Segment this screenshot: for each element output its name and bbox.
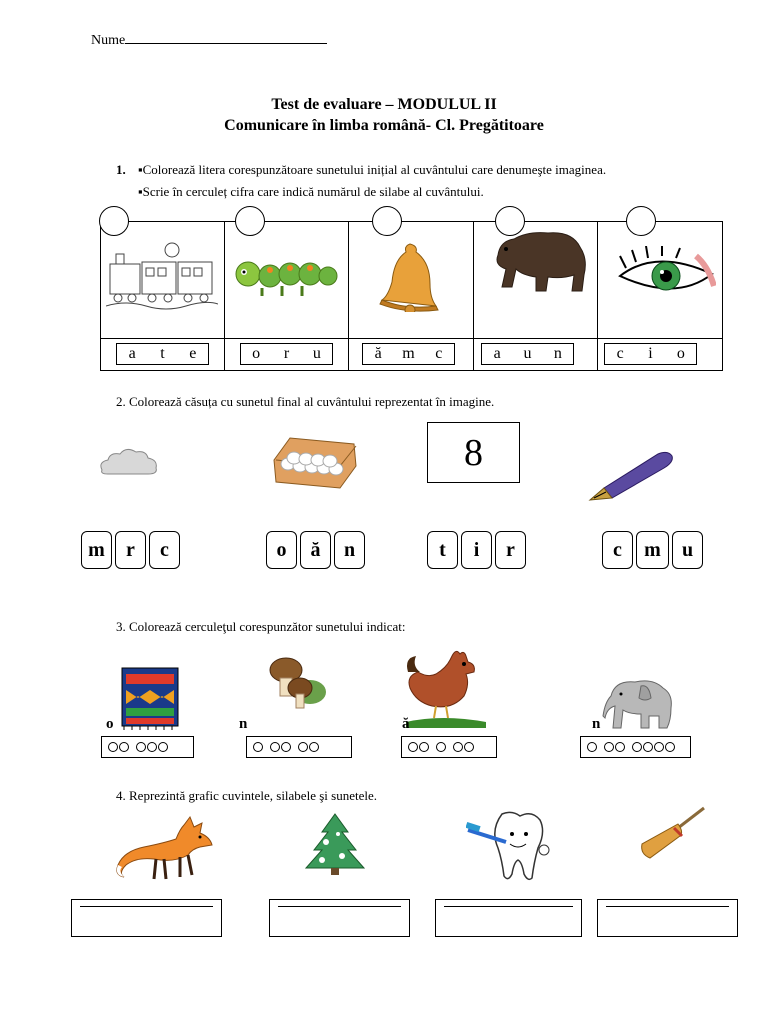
ex2-letter-box[interactable]: c — [149, 531, 180, 569]
letter-option[interactable]: a — [493, 345, 501, 362]
caterpillar-icon — [232, 252, 338, 304]
ex3-circle-row-2 — [246, 736, 352, 758]
eggs-icon — [270, 430, 360, 492]
sound-circle[interactable] — [309, 742, 319, 752]
sound-circle[interactable] — [436, 742, 446, 752]
ex4-instruction: 4. Reprezintă grafic cuvintele, silabele şi sunetele. — [116, 788, 377, 803]
mushroom-icon — [262, 656, 330, 716]
number-eight-box: 8 — [427, 422, 520, 483]
sound-circle[interactable] — [270, 742, 280, 752]
ex1-letters-2 — [240, 343, 333, 365]
sound-circle[interactable] — [136, 742, 146, 752]
sound-circle[interactable] — [298, 742, 308, 752]
fir-tree-icon — [302, 812, 368, 876]
letter-option[interactable]: i — [648, 345, 653, 362]
sound-circle[interactable] — [654, 742, 664, 752]
syllable-circle-2[interactable] — [235, 206, 265, 236]
ex1-letters-4 — [481, 343, 574, 365]
letter-option[interactable]: o — [252, 345, 261, 362]
ex2-instruction: 2. Colorează căsuța cu sunetul final al cuvântului reprezentat în imagine. — [116, 394, 495, 409]
letter-option[interactable]: r — [283, 345, 290, 362]
ex4-answer-box-1[interactable] — [71, 899, 222, 937]
letter-option[interactable]: n — [553, 345, 562, 362]
letter-option[interactable]: t — [160, 345, 165, 362]
train-icon — [106, 240, 218, 315]
cloud-icon — [96, 442, 162, 482]
name-field[interactable] — [91, 30, 327, 49]
ex2-letter-box[interactable]: ă — [300, 531, 331, 569]
sound-circle[interactable] — [108, 742, 118, 752]
sound-circle[interactable] — [408, 742, 418, 752]
sound-circle[interactable] — [419, 742, 429, 752]
ex3-circle-row-4 — [580, 736, 691, 758]
sound-circle[interactable] — [615, 742, 625, 752]
hen-icon — [402, 648, 488, 728]
ex1-letters-1 — [116, 343, 209, 365]
ex2-letter-box[interactable]: m — [81, 531, 112, 569]
letter-option[interactable]: ă — [374, 345, 382, 362]
elephant-icon — [601, 674, 677, 734]
ex1-letters-3 — [362, 343, 455, 365]
sound-circle[interactable] — [281, 742, 291, 752]
ex1-number: 1. — [116, 162, 126, 177]
name-underline — [125, 30, 327, 44]
bell-icon — [376, 240, 456, 312]
sound-circle[interactable] — [253, 742, 263, 752]
eye-icon — [616, 246, 716, 306]
ex1-instruction-1: ▪Colorează litera corespunzătoare sunetului inițial al cuvântului care denumeşte imaginea. — [138, 162, 607, 177]
name-label: Nume — [91, 33, 126, 48]
tooth-icon — [466, 808, 556, 884]
ex2-letter-box[interactable]: o — [266, 531, 297, 569]
sound-circle[interactable] — [587, 742, 597, 752]
sound-circle[interactable] — [147, 742, 157, 752]
ex3-circle-row-3 — [401, 736, 497, 758]
ex2-letter-box[interactable]: r — [115, 531, 146, 569]
ex2-letter-box[interactable]: u — [672, 531, 703, 569]
letter-option[interactable]: e — [189, 345, 197, 362]
sound-circle[interactable] — [453, 742, 463, 752]
syllable-circle-1[interactable] — [99, 206, 129, 236]
ex1-instruction-2: ▪Scrie în cerculeț cifra care indică numărul de silabe al cuvântului. — [138, 184, 484, 199]
letter-option[interactable]: o — [676, 345, 685, 362]
sound-circle[interactable] — [643, 742, 653, 752]
syllable-circle-5[interactable] — [626, 206, 656, 236]
sound-circle[interactable] — [632, 742, 642, 752]
letter-option[interactable]: c — [435, 345, 443, 362]
ex2-letter-box[interactable]: n — [334, 531, 365, 569]
ex2-letter-box[interactable]: c — [602, 531, 633, 569]
ex2-letter-box[interactable]: t — [427, 531, 458, 569]
page-title: Test de evaluare – MODULUL II — [271, 96, 497, 113]
sound-circle[interactable] — [665, 742, 675, 752]
letter-option[interactable]: u — [523, 345, 532, 362]
bear-icon — [488, 225, 592, 297]
ex4-answer-box-2[interactable] — [269, 899, 410, 937]
ex3-sound-4: n — [592, 716, 601, 732]
ex2-letter-box[interactable]: i — [461, 531, 492, 569]
sound-circle[interactable] — [119, 742, 129, 752]
fox-icon — [114, 815, 218, 885]
ex3-circle-row-1 — [101, 736, 194, 758]
carpet-icon — [118, 664, 182, 730]
fountain-pen-icon — [584, 448, 676, 502]
sound-circle[interactable] — [158, 742, 168, 752]
sound-circle[interactable] — [604, 742, 614, 752]
page-subtitle: Comunicare în limba română- Cl. Pregătitoare — [224, 117, 544, 134]
sound-circle[interactable] — [464, 742, 474, 752]
syllable-circle-3[interactable] — [372, 206, 402, 236]
ex2-letter-box[interactable]: r — [495, 531, 526, 569]
ex4-answer-box-3[interactable] — [435, 899, 582, 937]
letter-option[interactable]: c — [616, 345, 624, 362]
ex1-letters-5 — [604, 343, 697, 365]
ex3-sound-2: n — [239, 716, 248, 732]
broom-icon — [638, 804, 712, 860]
ex3-instruction: 3. Colorează cerculeţul corespunzător sunetului indicat: — [116, 619, 406, 634]
ex3-sound-1: o — [106, 716, 114, 732]
ex2-letter-box[interactable]: m — [636, 531, 669, 569]
ex3-sound-3: ă — [402, 716, 410, 732]
ex4-answer-box-4[interactable] — [597, 899, 738, 937]
letter-option[interactable]: a — [128, 345, 136, 362]
letter-option[interactable]: u — [312, 345, 321, 362]
letter-option[interactable]: m — [402, 345, 415, 362]
